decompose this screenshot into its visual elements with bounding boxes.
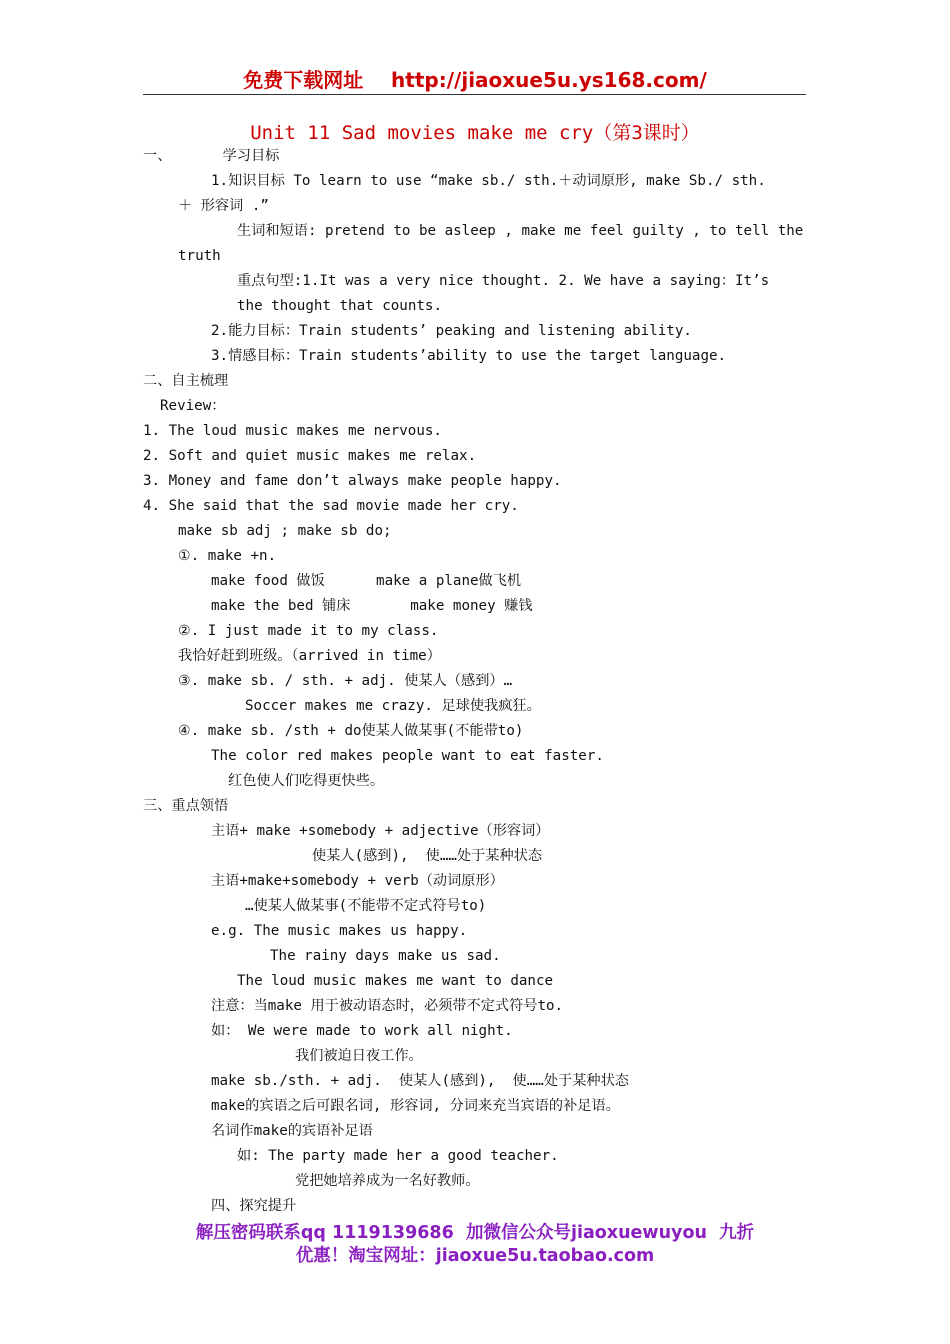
header-url-banner: 免费下载网址 http://jiaoxue5u.ys168.com/: [243, 68, 707, 92]
document-title: Unit 11 Sad movies make me cry（第3课时）: [250, 122, 700, 144]
section-heading-objectives: 一、 学习目标: [143, 148, 280, 164]
text-line: truth: [178, 248, 221, 264]
list-item: 3. Money and fame don’t always make people happy.: [143, 473, 562, 489]
text-line: 主语+ make +somebody + adjective（形容词）: [211, 823, 550, 839]
text-line: 如： We were made to work all night.: [211, 1023, 513, 1039]
text-line: Soccer makes me crazy. 足球使我疯狂。: [245, 698, 541, 714]
text-line: make sb./sth. + adj. 使某人(感到), 使……处于某种状态: [211, 1073, 629, 1089]
text-line: ④. make sb. /sth + do使某人做某事(不能带to): [178, 723, 524, 739]
text-line: 2.能力目标：Train students’ peaking and listening ability.: [211, 323, 692, 339]
section-heading-key-points: 三、重点领悟: [143, 798, 229, 814]
text-line: The rainy days make us sad.: [270, 948, 501, 964]
text-line: 红色使人们吃得更快些。: [228, 773, 385, 789]
list-item: 1. The loud music makes me nervous.: [143, 423, 442, 439]
text-line: ＋ 形容词 .”: [178, 198, 269, 214]
text-line: 重点句型:1.It was a very nice thought. 2. We have a saying：It’s: [237, 273, 770, 289]
text-line: make的宾语之后可跟名词, 形容词, 分词来充当宾语的补足语。: [211, 1098, 620, 1114]
section-heading-self-study: 二、自主梳理: [143, 373, 229, 389]
text-line: 使某人(感到), 使……处于某种状态: [312, 848, 543, 864]
text-line: ③. make sb. / sth. + adj. 使某人（感到）…: [178, 673, 513, 689]
list-item: 4. She said that the sad movie made her cry.: [143, 498, 519, 514]
text-line: 名词作make的宾语补足语: [211, 1123, 373, 1139]
header-divider: [143, 94, 806, 95]
text-line: make the bed 铺床 make money 赚钱: [211, 598, 533, 614]
text-line: 我们被迫日夜工作。: [295, 1048, 423, 1064]
footer-shop-line: 优惠！淘宝网址：jiaoxue5u.taobao.com: [295, 1246, 655, 1266]
text-line: make sb adj ; make sb do;: [178, 523, 392, 539]
text-line: ①. make +n.: [178, 548, 277, 564]
text-line: make food 做饭 make a plane做飞机: [211, 573, 522, 589]
section-heading-exploration: 四、探究提升: [211, 1198, 297, 1214]
text-line: e.g. The music makes us happy.: [211, 923, 468, 939]
footer-contact-line: 解压密码联系qq 1119139686 加微信公众号jiaoxuewuyou 九折: [195, 1223, 755, 1243]
list-item: 2. Soft and quiet music makes me relax.: [143, 448, 477, 464]
text-line: 注意：当make 用于被动语态时，必须带不定式符号to.: [211, 998, 564, 1014]
text-line: The color red makes people want to eat faster.: [211, 748, 604, 764]
text-line: 3.情感目标：Train students’ability to use the target language.: [211, 348, 727, 364]
text-line: 主语+make+somebody + verb（动词原形）: [211, 873, 504, 889]
text-line: 党把她培养成为一名好教师。: [295, 1173, 480, 1189]
text-line: 生词和短语: pretend to be asleep , make me feel guilty , to tell the: [237, 223, 804, 239]
text-line: 如: The party made her a good teacher.: [237, 1148, 559, 1164]
text-line: 我恰好赶到班级。（arrived in time）: [178, 648, 441, 664]
text-line: ②. I just made it to my class.: [178, 623, 439, 639]
text-line: 1.知识目标 To learn to use “make sb./ sth.＋动词原形, make Sb./ sth.: [211, 173, 766, 189]
text-line: The loud music makes me want to dance: [237, 973, 554, 989]
text-line: Review：: [160, 398, 226, 414]
text-line: …使某人做某事(不能带不定式符号to): [245, 898, 487, 914]
text-line: the thought that counts.: [237, 298, 442, 314]
